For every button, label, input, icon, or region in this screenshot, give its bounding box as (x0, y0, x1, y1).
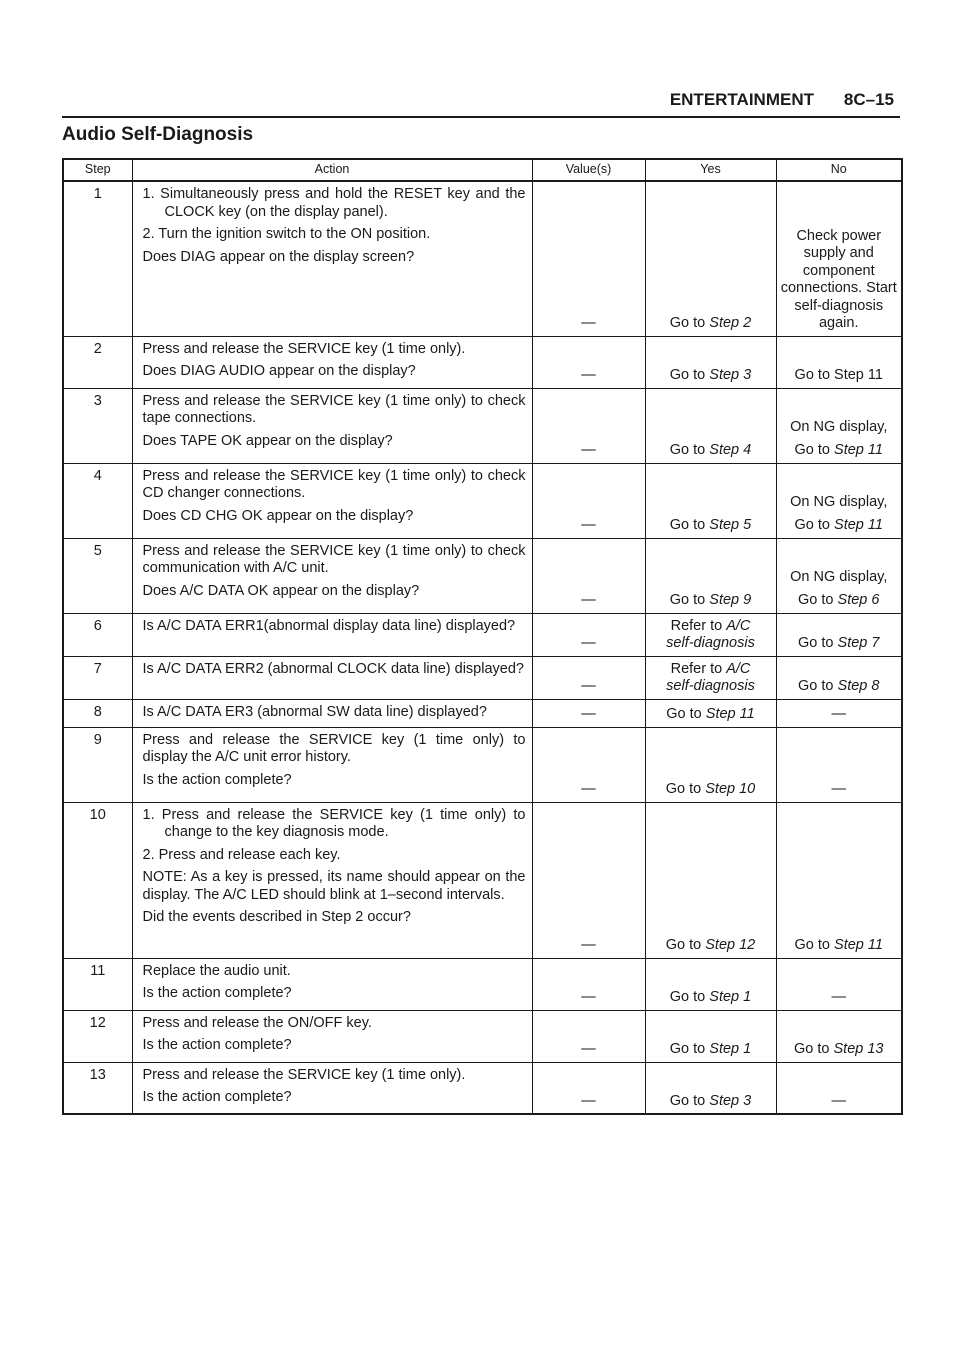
step-number: 4 (63, 463, 132, 538)
no-cell (776, 613, 902, 656)
result-text: Go to (669, 315, 710, 331)
no-cell (776, 538, 902, 613)
action-cell (132, 727, 532, 802)
yes-result-line (649, 517, 773, 535)
step-reference: A/C (726, 617, 751, 634)
table-row (63, 958, 902, 1010)
table-row (63, 388, 902, 463)
yes-cell (645, 336, 776, 388)
yes-result-line (649, 442, 773, 460)
result-text: Go to (794, 442, 835, 458)
result-text: — (831, 1092, 846, 1109)
table-row (63, 181, 902, 336)
no-result-line (780, 367, 899, 385)
yes-result-line (649, 618, 773, 636)
action-cell (132, 1062, 532, 1114)
step-number: 7 (63, 656, 132, 699)
no-result-line (780, 1093, 899, 1111)
no-cell (776, 1010, 902, 1062)
step-reference: self-diagnosis (666, 635, 755, 651)
action-cell (132, 336, 532, 388)
yes-cell (645, 181, 776, 336)
action-line: Does TAPE OK appear on the display? (142, 432, 393, 449)
table-body (63, 181, 902, 1114)
table-row (63, 727, 902, 802)
value-cell: — (532, 613, 645, 656)
yes-cell (645, 463, 776, 538)
step-reference: self-diagnosis (666, 678, 755, 694)
step-number: 3 (63, 388, 132, 463)
step-reference: Step 1 (709, 1041, 752, 1057)
page-title: Audio Self-Diagnosis (62, 124, 254, 145)
action-line: Does CD CHG OK appear on the display? (142, 507, 414, 524)
action-line: Does A/C DATA OK appear on the display? (142, 582, 420, 599)
action-line: 2. Press and release each key. (142, 846, 341, 863)
action-line: Is A/C DATA ERR2 (abnormal CLOCK data line) displayed? (142, 660, 524, 677)
yes-cell (645, 958, 776, 1010)
result-text: Go to (666, 706, 706, 722)
no-result-line (780, 569, 899, 587)
action-line: Press and release the SERVICE key (1 time only) to display the A/C unit error history. (142, 731, 526, 765)
action-line: Press and release the SERVICE key (1 time only) to check CD changer connections. (142, 467, 526, 501)
no-cell (776, 463, 902, 538)
step-reference: Step 4 (709, 442, 752, 458)
result-text: On NG display, (790, 493, 888, 510)
value-cell: — (532, 727, 645, 802)
column-header-value: Value(s) (532, 159, 645, 181)
result-text: Go to (794, 517, 835, 533)
yes-result-line (649, 989, 773, 1007)
table-row (63, 656, 902, 699)
no-result-line (780, 706, 899, 724)
action-line: Does DIAG appear on the display screen? (142, 248, 415, 265)
yes-result-line (649, 592, 773, 610)
action-cell (132, 656, 532, 699)
yes-result-line (649, 661, 773, 679)
step-number: 10 (63, 802, 132, 958)
yes-result-line (649, 367, 773, 385)
no-result-line (780, 442, 899, 460)
no-result-line (780, 517, 899, 535)
column-header-step: Step (63, 159, 132, 181)
result-text: Go to (669, 442, 710, 458)
action-line: Replace the audio unit. (142, 962, 291, 979)
result-text: On NG display, (790, 418, 888, 435)
action-line: Is A/C DATA ERR1(abnormal display data line) displayed? (142, 617, 516, 634)
action-line: Press and release the SERVICE key (1 time only) to check tape connections. (142, 392, 526, 426)
step-number: 9 (63, 727, 132, 802)
table-row (63, 802, 902, 958)
action-line: Did the events described in Step 2 occur? (142, 909, 411, 925)
step-reference: Step 7 (837, 635, 880, 651)
step-reference: A/C (726, 660, 751, 677)
result-text: Refer to (670, 660, 727, 677)
result-text: — (831, 781, 846, 797)
no-cell (776, 1062, 902, 1114)
step-reference: Step 6 (837, 592, 880, 608)
yes-cell (645, 699, 776, 727)
no-cell (776, 802, 902, 958)
result-text: Go to (798, 635, 838, 651)
value-cell: — (532, 388, 645, 463)
value-cell: — (532, 699, 645, 727)
step-number: 5 (63, 538, 132, 613)
no-cell (776, 656, 902, 699)
action-line: 1. Press and release the SERVICE key (1 time only) to change to the key diagnosis mode. (142, 806, 526, 840)
step-reference: Step 10 (705, 781, 756, 797)
step-number: 8 (63, 699, 132, 727)
result-text: Go to (798, 678, 838, 694)
result-text: Go to (665, 937, 706, 953)
yes-result-line (649, 781, 773, 799)
step-reference: Step 11 (834, 517, 883, 533)
diagnosis-table (62, 158, 903, 1115)
action-line: Is A/C DATA ER3 (abnormal SW data line) displayed? (142, 703, 487, 720)
table-row (63, 1062, 902, 1114)
step-reference: Step 2 (709, 315, 752, 331)
action-line: NOTE: As a key is pressed, its name should appear on the display. The A/C LED should blink at 1–second intervals. (142, 869, 526, 903)
no-cell (776, 727, 902, 802)
result-text: Go to (669, 517, 710, 533)
section-title: ENTERTAINMENT (669, 90, 814, 109)
action-line: Is the action complete? (142, 1037, 292, 1053)
no-cell (776, 388, 902, 463)
page-header (62, 88, 900, 118)
yes-cell (645, 388, 776, 463)
action-cell (132, 538, 532, 613)
column-header-yes: Yes (645, 159, 776, 181)
column-header-no: No (776, 159, 902, 181)
action-line: Press and release the SERVICE key (1 time only). (142, 1066, 466, 1083)
step-reference: Step 11 (705, 706, 755, 722)
result-text: Refer to (670, 617, 727, 634)
no-result-line (780, 419, 899, 437)
step-reference: Step 5 (709, 517, 752, 533)
no-cell (776, 336, 902, 388)
yes-result-line (649, 1093, 773, 1111)
step-reference: Step 9 (709, 592, 752, 608)
yes-cell (645, 1062, 776, 1114)
yes-result-line (649, 315, 773, 333)
step-number: 1 (63, 181, 132, 336)
yes-result-line (649, 678, 773, 696)
value-cell: — (532, 336, 645, 388)
result-text: On NG display, (790, 568, 888, 585)
result-text: Go to Step 11 (794, 367, 883, 383)
action-cell (132, 802, 532, 958)
result-text: Check power supply and component connections. Start self-diagnosis again. (780, 227, 897, 331)
value-cell: — (532, 958, 645, 1010)
no-result-line (780, 989, 899, 1007)
action-cell (132, 699, 532, 727)
result-text: Go to (665, 781, 706, 797)
action-line: Is the action complete? (142, 771, 292, 788)
step-reference: Step 8 (837, 678, 880, 694)
yes-cell (645, 802, 776, 958)
no-cell (776, 699, 902, 727)
action-line: Does DIAG AUDIO appear on the display? (142, 363, 416, 379)
action-line: Press and release the SERVICE key (1 time only). (142, 340, 466, 357)
table-row (63, 1010, 902, 1062)
action-cell (132, 1010, 532, 1062)
result-text: — (831, 706, 846, 722)
step-reference: Step 13 (833, 1041, 884, 1057)
action-line: 2. Turn the ignition switch to the ON position. (142, 226, 431, 242)
action-line: Press and release the SERVICE key (1 time only) to check communication with A/C unit. (142, 542, 526, 576)
no-result-line (780, 592, 899, 610)
table-row (63, 699, 902, 727)
result-text: Go to (669, 1041, 710, 1057)
step-number: 6 (63, 613, 132, 656)
value-cell: — (532, 1062, 645, 1114)
no-cell (776, 181, 902, 336)
result-text: Go to (794, 1041, 834, 1057)
value-cell: — (532, 181, 645, 336)
step-number: 2 (63, 336, 132, 388)
value-cell: — (532, 538, 645, 613)
table-row (63, 463, 902, 538)
action-cell (132, 613, 532, 656)
action-cell (132, 388, 532, 463)
table-row (63, 613, 902, 656)
yes-result-line (649, 1041, 773, 1059)
action-cell (132, 958, 532, 1010)
result-text: Go to (669, 367, 710, 383)
step-number: 11 (63, 958, 132, 1010)
result-text: Go to (798, 592, 838, 608)
value-cell: — (532, 463, 645, 538)
value-cell: — (532, 656, 645, 699)
no-result-line (780, 937, 899, 955)
no-result-line (780, 781, 899, 799)
table-row (63, 336, 902, 388)
action-cell (132, 181, 532, 336)
action-line: Press and release the ON/OFF key. (142, 1014, 372, 1031)
result-text: Go to (794, 937, 835, 953)
value-cell: — (532, 802, 645, 958)
no-result-line (780, 494, 899, 512)
step-number: 13 (63, 1062, 132, 1114)
column-header-action: Action (132, 159, 532, 181)
step-reference: Step 3 (709, 367, 752, 383)
result-text: Go to (669, 989, 710, 1005)
result-text: Go to (669, 592, 710, 608)
result-text: Go to (669, 1092, 710, 1109)
action-line: Is the action complete? (142, 1089, 292, 1105)
action-line: 1. Simultaneously press and hold the RESET key and the CLOCK key (on the display panel). (142, 186, 526, 220)
yes-result-line (649, 706, 773, 724)
value-cell: — (532, 1010, 645, 1062)
no-result-line (780, 228, 899, 333)
step-number: 12 (63, 1010, 132, 1062)
no-result-line (780, 635, 899, 653)
yes-cell (645, 613, 776, 656)
no-cell (776, 958, 902, 1010)
no-result-line (780, 678, 899, 696)
yes-result-line (649, 937, 773, 955)
table-header-row (63, 159, 902, 181)
yes-cell (645, 1010, 776, 1062)
step-reference: Step 11 (834, 937, 883, 953)
yes-cell (645, 727, 776, 802)
table-row (63, 538, 902, 613)
step-reference: Step 1 (709, 989, 752, 1005)
step-reference: Step 12 (705, 937, 756, 953)
result-text: — (831, 989, 846, 1005)
step-reference: Step 11 (834, 442, 883, 458)
step-reference: Step 3 (709, 1092, 752, 1109)
page-number: 8C–15 (843, 90, 894, 109)
yes-result-line (649, 635, 773, 653)
yes-cell (645, 656, 776, 699)
action-line: Is the action complete? (142, 985, 292, 1001)
yes-cell (645, 538, 776, 613)
action-cell (132, 463, 532, 538)
no-result-line (780, 1041, 899, 1059)
